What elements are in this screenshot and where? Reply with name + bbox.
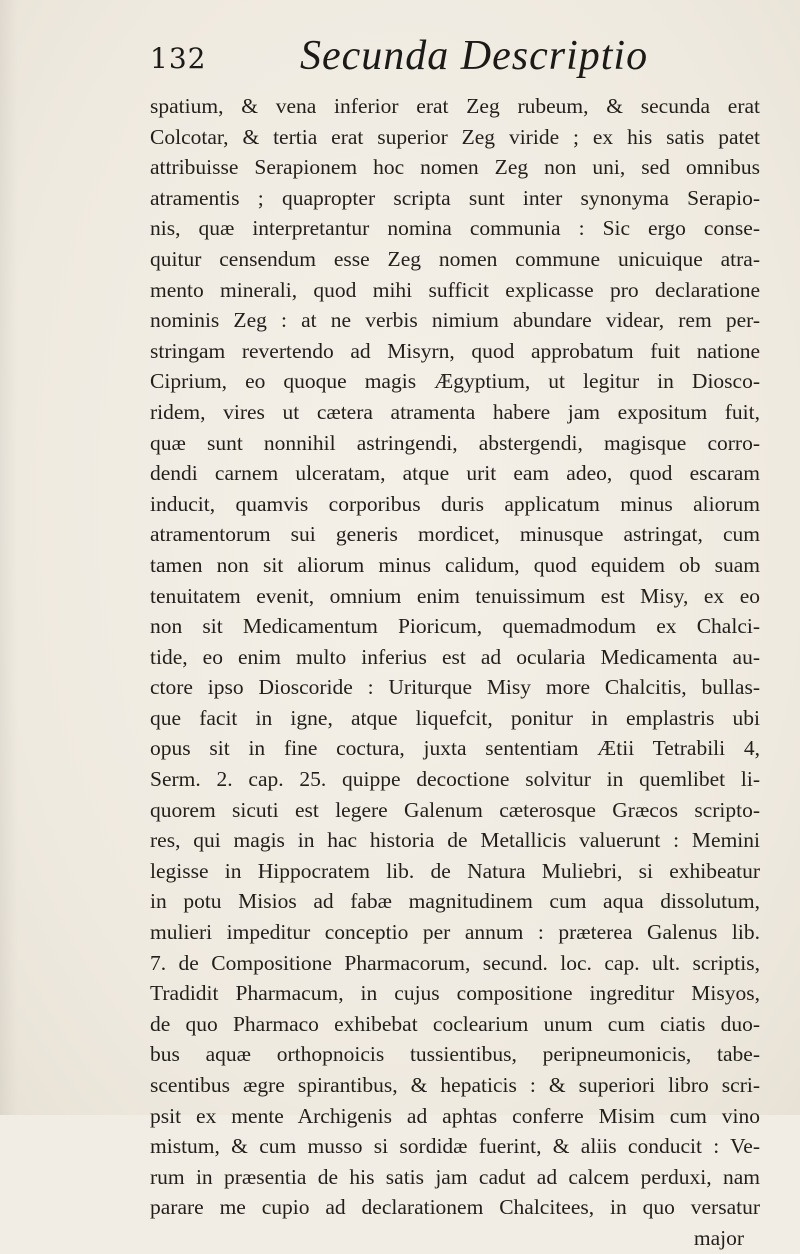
text-line: ctore ipso Dioscoride : Uriturque Misy more Chalcitis, bullas- [150, 675, 760, 700]
text-line: parare me cupio ad declarationem Chalcitees, in quo versatur [150, 1195, 760, 1220]
text-line: scentibus ægre spirantibus, & hepaticis : & superiori libro scri- [150, 1073, 760, 1097]
text-line: quorem sicuti est legere Galenum cæterosque Græcos scripto- [150, 797, 760, 822]
text-line: Tradidit Pharmacum, in cujus compositione ingreditur Misyos, [150, 981, 760, 1006]
text-line: legisse in Hippocratem lib. de Natura Muliebri, si exhibeatur [150, 858, 760, 883]
text-line: opus sit in fine coctura, juxta sententiam Ætii Tetrabili 4, [150, 736, 760, 761]
text-line: in potu Misios ad fabæ magnitudinem cum aqua dissolutum, [150, 889, 760, 914]
text-line: tenuitatem evenit, omnium enim tenuissimum est Misy, ex eo [150, 583, 760, 608]
text-line: Colcotar, & tertia erat superior Zeg viride ; ex his satis patet [150, 124, 760, 149]
text-line: ridem, vires ut cætera atramenta habere jam expositum fuit, [150, 399, 760, 424]
text-line: mistum, & cum musso si sordidæ fuerint, & aliis conducit : Ve- [150, 1134, 760, 1159]
text-line: que facit in igne, atque liquefcit, ponitur in emplastris ubi [150, 705, 760, 730]
text-line: Ciprium, eo quoque magis Ægyptium, ut legitur in Diosco- [150, 369, 760, 394]
page-gutter-shadow [0, 0, 18, 1115]
page-header [150, 30, 750, 90]
text-line: bus aquæ orthopnoicis tussientibus, peripneumonicis, tabe- [150, 1042, 760, 1067]
text-line: 7. de Compositione Pharmacorum, secund. loc. cap. ult. scriptis, [150, 950, 760, 975]
text-line: dendi carnem ulceratam, atque urit eam adeo, quod escaram [150, 461, 760, 486]
text-line: inducit, quamvis corporibus duris applicatum minus aliorum [150, 491, 760, 516]
text-line: quitur censendum esse Zeg nomen commune unicuique atra- [150, 246, 760, 271]
text-line: tide, eo enim multo inferius est ad ocularia Medicamenta au- [150, 644, 760, 669]
text-line: attribuisse Serapionem hoc nomen Zeg non uni, sed omnibus [150, 155, 760, 180]
text-line: res, qui magis in hac historia de Metallicis valuerunt : Memini [150, 828, 760, 853]
text-line: stringam revertendo ad Misyrn, quod approbatum fuit natione [150, 338, 760, 363]
text-line: de quo Pharmaco exhibebat coclearium unum cum ciatis duo- [150, 1011, 760, 1036]
running-head: Secunda Descriptio [300, 33, 649, 79]
body-text [150, 91, 760, 1254]
text-line: nis, quæ interpretantur nomina communia : Sic ergo conse- [150, 216, 760, 241]
page-number: 132 [150, 42, 207, 75]
text-line: atramentorum sui generis mordicet, minusque astringat, cum [150, 522, 760, 547]
text-line: nominis Zeg : at ne verbis nimium abundare videar, rem per- [150, 308, 760, 333]
text-line: spatium, & vena inferior erat Zeg rubeum, & secunda erat [150, 94, 760, 118]
text-line: mulieri impeditur conceptio per annum : præterea Galenus lib. [150, 920, 760, 945]
text-line: quæ sunt nonnihil astringendi, abstergendi, magisque corro- [150, 430, 760, 455]
text-line: mento minerali, quod mihi sufficit explicasse pro declaratione [150, 277, 760, 302]
catchword: major [693, 1225, 744, 1250]
text-line: non sit Medicamentum Pioricum, quemadmodum ex Chalci- [150, 614, 760, 639]
text-line: tamen non sit aliorum minus calidum, quod equidem ob suam [150, 552, 760, 577]
text-line: rum in præsentia de his satis jam cadut ad calcem perduxi, nam [150, 1164, 760, 1189]
text-line: psit ex mente Archigenis ad aphtas conferre Misim cum vino [150, 1103, 760, 1128]
text-line: atramentis ; quapropter scripta sunt inter synonyma Serapio- [150, 185, 760, 210]
text-line: Serm. 2. cap. 25. quippe decoctione solvitur in quemlibet li- [150, 767, 760, 792]
